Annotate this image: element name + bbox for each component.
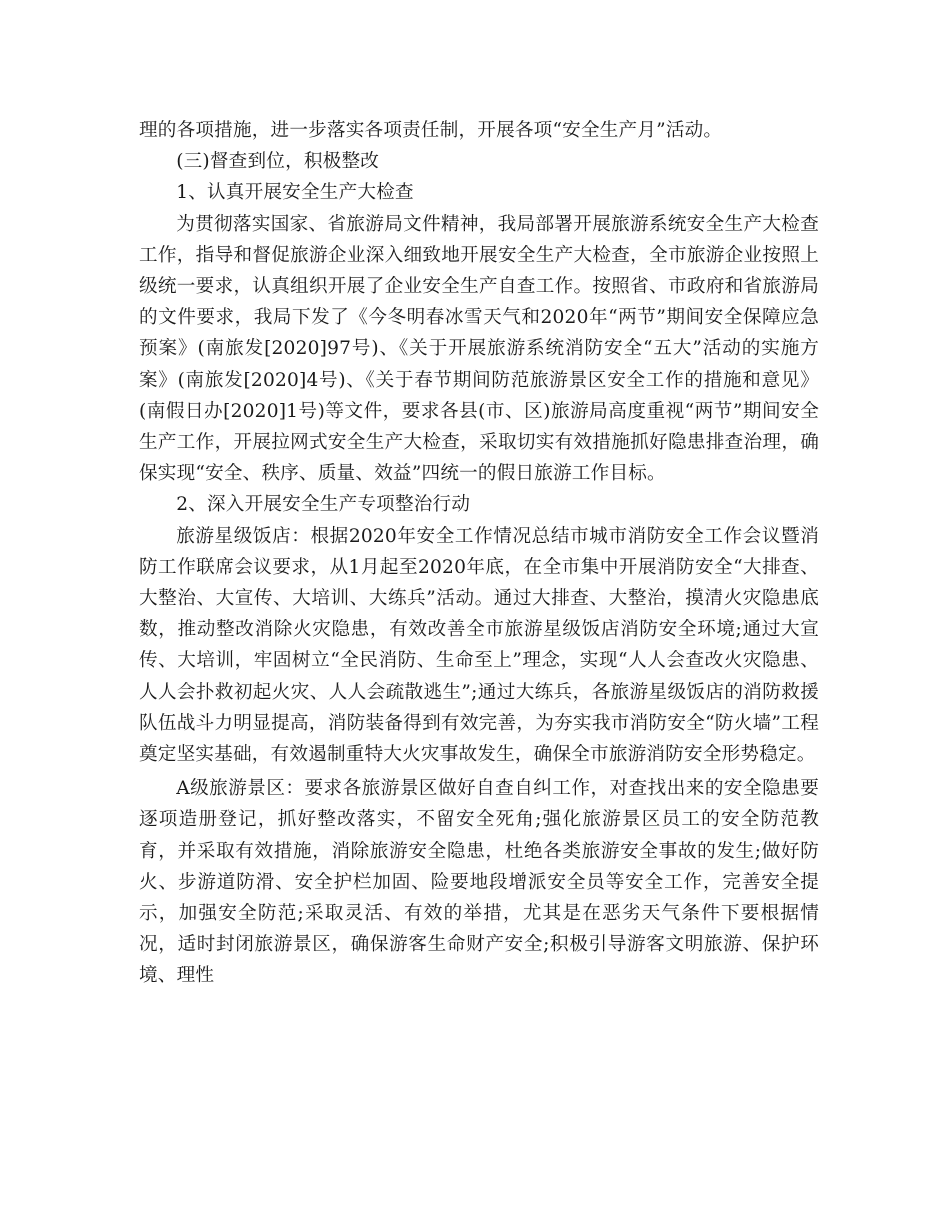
subsection-heading-1: 1、认真开展安全生产大检查 [176,182,414,204]
paragraph-scenic-areas: A级旅游景区：要求各旅游景区做好自查自纠工作，对查找出来的安全隐患要逐项造册登记，抓好整改落实，不留安全死角;强化旅游景区员工的安全防范教育，并采取有效措施，消除旅游安全隐患，杜绝各类旅游安全事故的发生;做好防火、步游道防滑、安全护栏加固、险要地段增派安全员等安全工作，完善安全提示，加强安全防范;采取灵活、有效的举措，尤其是在恶劣天气条件下要根据情况，适时封闭旅游景区，确保游客生命财产安全;积极引导游客文明旅游、保护环境、理性 [139,778,819,987]
paragraph-inspection: 为贯彻落实国家、省旅游局文件精神，我局部署开展旅游系统安全生产大检查工作，指导和督促旅游企业深入细致地开展安全生产大检查，全市旅游企业按照上级统一要求，认真组织开展了企业安全生产自查工作。按照省、市政府和省旅游局的文件要求，我局下发了《今冬明春冰雪天气和2020年“两节”期间安全保障应急预案》(南旅发[2020]97号)、《关于开展旅游系统消防安全“五大”活动的实施方案》(南旅发[2020]4号)、《关于春节期间防范旅游景区安全工作的措施和意见》(南假日办[2020]1号)等文件，要求各县(市、区)旅游局高度重视“两节”期间安全生产工作，开展拉网式安全生产大检查，采取切实有效措施抓好隐患排查治理，确保实现“安全、秩序、质量、效益”四统一的假日旅游工作目标。 [139,213,819,485]
subsection-heading-2: 2、深入开展安全生产专项整治行动 [176,494,471,516]
document-page [139,115,819,992]
section-heading: (三)督查到位，积极整改 [176,151,380,173]
paragraph-continuation: 理的各项措施，进一步落实各项责任制，开展各项“安全生产月”活动。 [139,120,723,141]
paragraph-star-hotels: 旅游星级饭店：根据2020年安全工作情况总结市城市消防安全工作会议暨消防工作联席会议要求，从1月起至2020年底，在全市集中开展消防安全“大排查、大整治、大宣传、大培训、大练兵”活动。通过大排查、大整治，摸清火灾隐患底数，推动整改消除火灾隐患，有效改善全市旅游星级饭店消防安全环境;通过大宣传、大培训，牢固树立“全民消防、生命至上”理念，实现“人人会查改火灾隐患、人人会扑救初起火灾、人人会疏散逃生”;通过大练兵，各旅游星级饭店的消防救援队伍战斗力明显提高，消防装备得到有效完善，为夯实我市消防安全“防火墙”工程奠定坚实基础，有效遏制重特大火灾事故发生，确保全市旅游消防安全形势稳定。 [139,525,819,766]
